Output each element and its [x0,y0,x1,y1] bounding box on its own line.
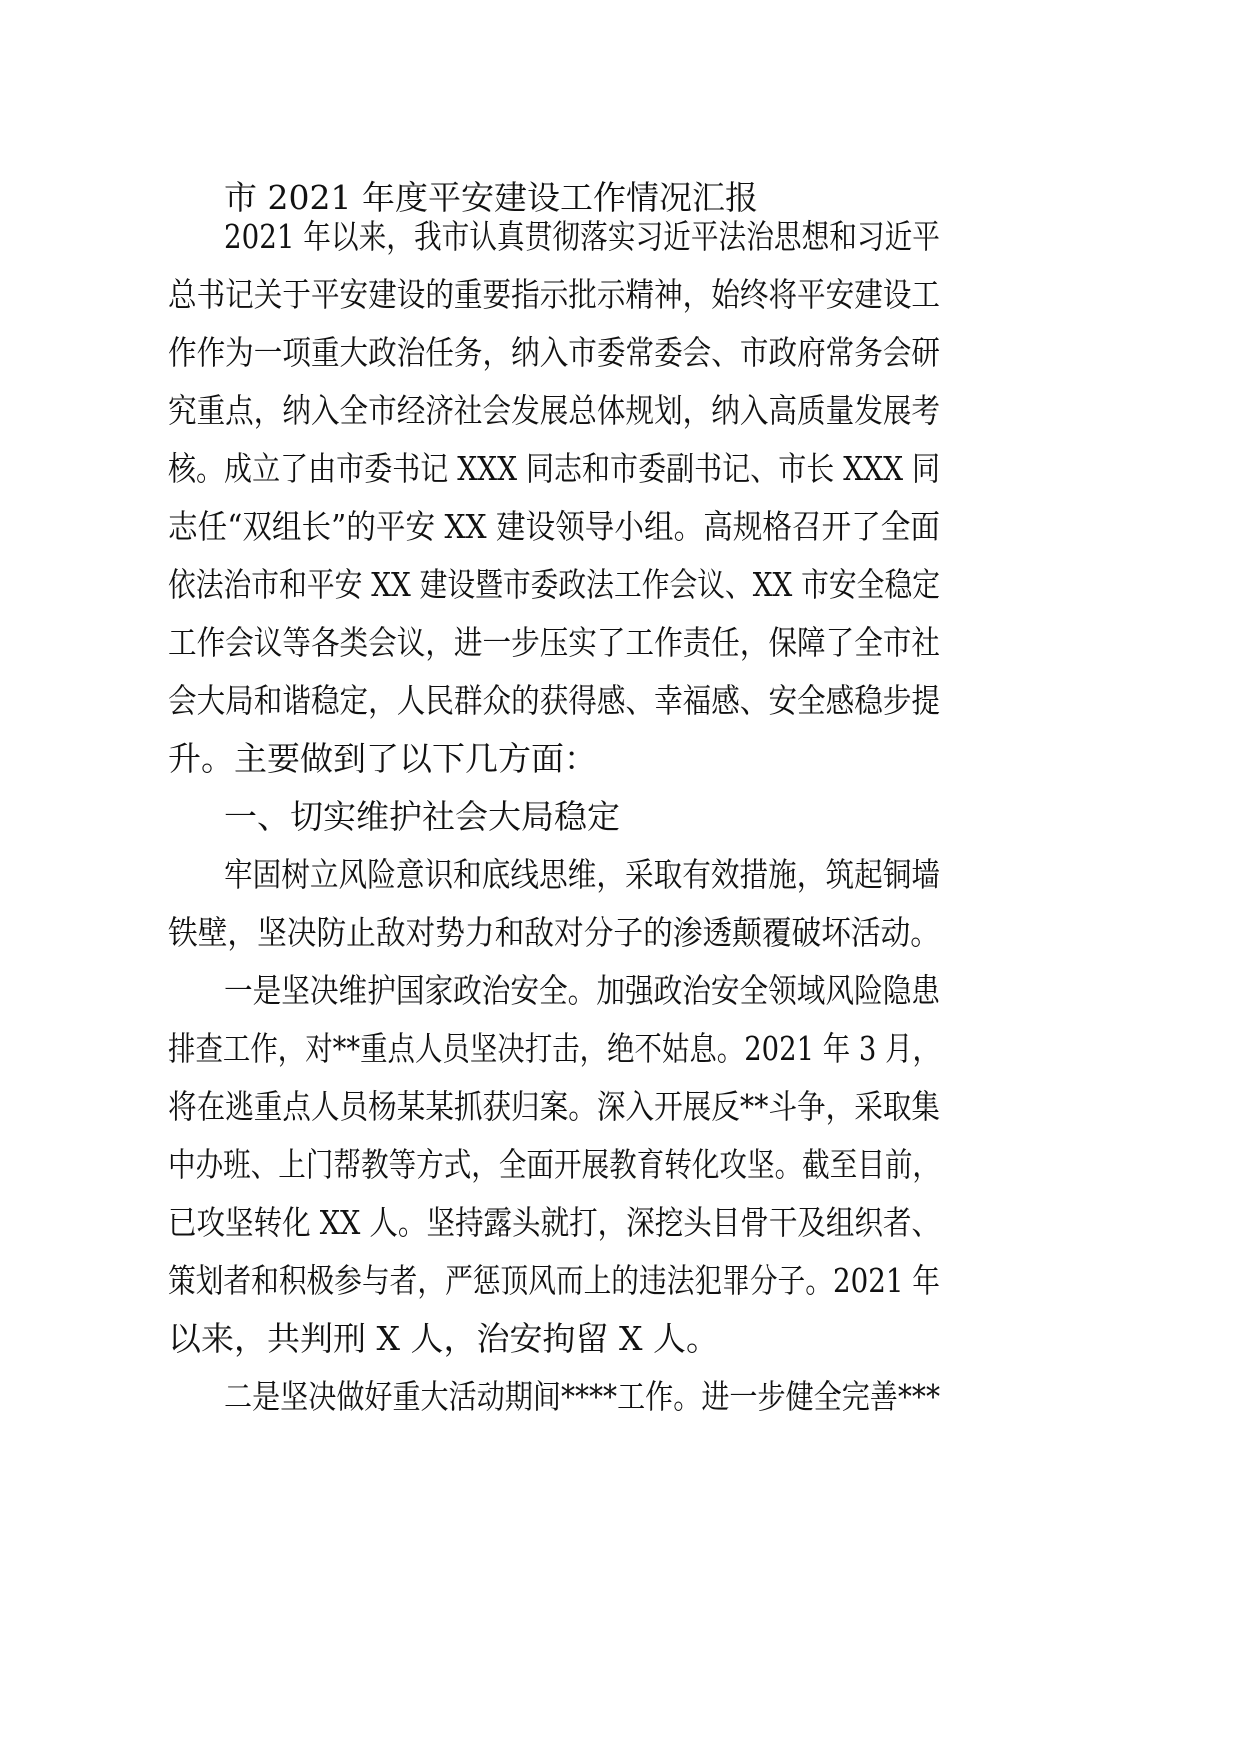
text-line: 志任“双组长”的平安 XX 建设领导小组。高规格召开了全面 [168,507,940,546]
text-line: 中办班、上门帮教等方式，全面开展教育转化攻坚。截至目前， [168,1145,940,1184]
text-line: 2021 年以来，我市认真贯彻落实习近平法治思想和习近平 [224,217,940,256]
text-line: 二是坚决做好重大活动期间****工作。进一步健全完善*** [224,1377,940,1416]
text-line: 究重点，纳入全市经济社会发展总体规划，纳入高质量发展考 [168,391,940,430]
text-line: 排查工作，对**重点人员坚决打击，绝不姑息。2021 年 3 月， [168,1029,940,1068]
text-line: 核。成立了由市委书记 XXX 同志和市委副书记、市长 XXX 同 [168,449,940,488]
text-line: 将在逃重点人员杨某某抓获归案。深入开展反**斗争，采取集 [168,1087,940,1126]
text-line: 作作为一项重大政治任务，纳入市委常委会、市政府常务会研 [168,333,940,372]
text-line: 策划者和积极参与者，严惩顶风而上的违法犯罪分子。2021 年 [168,1261,940,1300]
text-line: 牢固树立风险意识和底线思维，采取有效措施，筑起铜墙 [224,855,940,894]
text-line: 工作会议等各类会议，进一步压实了工作责任，保障了全市社 [168,623,940,662]
section-heading: 一、切实维护社会大局稳定 [224,797,620,836]
text-line: 总书记关于平安建设的重要指示批示精神，始终将平安建设工 [168,275,940,314]
document-title: 市 2021 年度平安建设工作情况汇报 [224,178,758,217]
text-line: 会大局和谐稳定，人民群众的获得感、幸福感、安全感稳步提 [168,681,940,720]
text-line: 以来，共判刑 X 人，治安拘留 X 人。 [168,1319,719,1358]
text-line: 已攻坚转化 XX 人。坚持露头就打，深挖头目骨干及组织者、 [168,1203,940,1242]
text-line: 依法治市和平安 XX 建设暨市委政法工作会议、XX 市安全稳定 [168,565,940,604]
text-line: 升。主要做到了以下几方面： [168,739,597,778]
text-line: 一是坚决维护国家政治安全。加强政治安全领域风险隐患 [224,971,940,1010]
text-line: 铁壁，坚决防止敌对势力和敌对分子的渗透颠覆破坏活动。 [168,913,940,952]
